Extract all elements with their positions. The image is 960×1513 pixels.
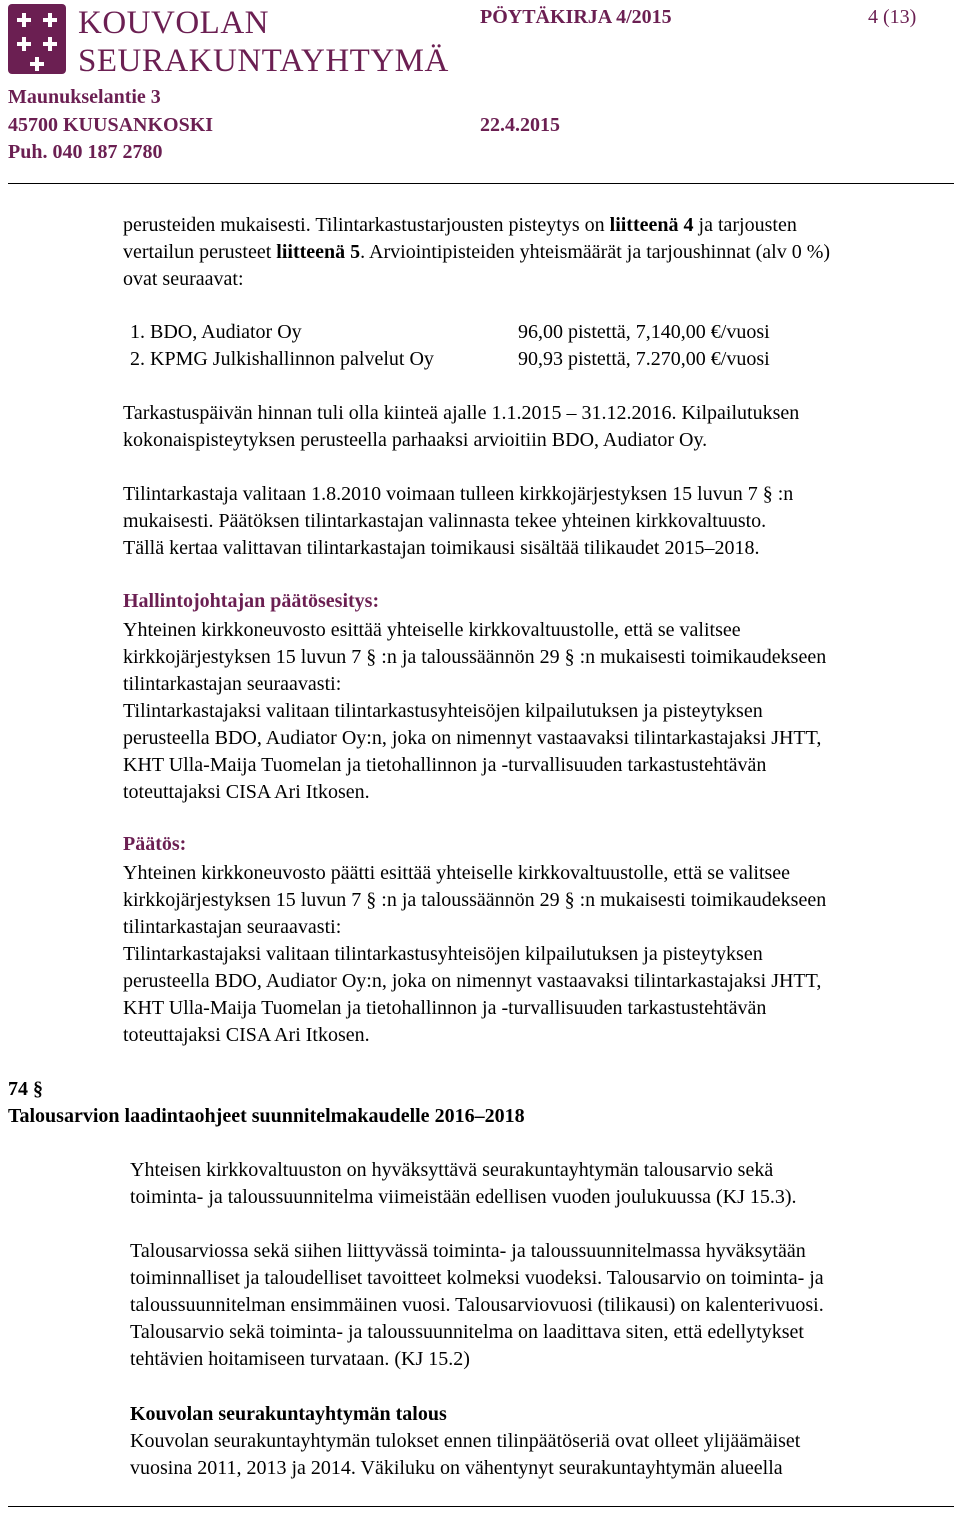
document-title: PÖYTÄKIRJA 4/2015 [480, 6, 672, 28]
subheading: Kouvolan seurakuntayhtymän talous [130, 1403, 447, 1425]
org-name-line1: KOUVOLAN [78, 5, 269, 41]
paragraph-line: Kouvolan seurakuntayhtymän tulokset ennen tilinpäätöseriä ovat olleet ylijäämäiset [130, 1430, 801, 1452]
paragraph-line: toiminnalliset ja taloudelliset tavoitteet kolmeksi vuodeksi. Talousarvio on toiminta- ja [130, 1267, 824, 1289]
paragraph-line: perusteiden mukaisesti. Tilintarkastustarjousten pisteytys on liitteenä 4 ja tarjousten [123, 214, 797, 236]
paragraph-line: vuosina 2011, 2013 ja 2014. Väkiluku on vähentynyt seurakuntayhtymän alueella [130, 1457, 783, 1479]
offer-points: 96,00 pistettä, 7,140,00 €/vuosi [518, 321, 770, 343]
decision-line: kirkkojärjestyksen 15 luvun 7 § :n ja taloussäännön 29 § :n mukaisesti toimikaudekseen [123, 889, 827, 911]
proposal-line: Tilintarkastajaksi valitaan tilintarkastusyhteisöjen kilpailutuksen ja pisteytyksen [123, 700, 763, 722]
offer-name: 2. KPMG Julkishallinnon palvelut Oy [130, 348, 434, 370]
proposal-line: perusteella BDO, Audiator Oy:n, joka on nimennyt vastaavaksi tilintarkastajaksi JHTT, [123, 727, 822, 749]
page-number: 4 (13) [868, 6, 917, 28]
paragraph-line: toiminta- ja taloussuunnitelma viimeistään edellisen vuoden joulukuussa (KJ 15.3). [130, 1186, 797, 1208]
decision-line: toteuttajaksi CISA Ari Itkosen. [123, 1024, 370, 1046]
proposal-line: toteuttajaksi CISA Ari Itkosen. [123, 781, 370, 803]
paragraph-line: ovat seuraavat: [123, 268, 244, 290]
paragraph-line: mukaisesti. Päätöksen tilintarkastajan valinnasta tekee yhteinen kirkkovaltuusto. [123, 510, 767, 532]
proposal-line: KHT Ulla-Maija Tuomelan ja tietohallinnon ja -turvallisuuden tarkastustehtävän [123, 754, 767, 776]
address: Maunukselantie 3 [8, 86, 161, 108]
paragraph-line: taloussuunnitelman ensimmäinen vuosi. Talousarviovuosi (tilikausi) on kalenterivuosi. [130, 1294, 824, 1316]
phone: Puh. 040 187 2780 [8, 141, 163, 163]
paragraph-line: vertailun perusteet liitteenä 5. Arviointipisteiden yhteismäärät ja tarjoushinnat (alv 0 %) [123, 241, 831, 263]
proposal-line: Yhteinen kirkkoneuvosto esittää yhteiselle kirkkovaltuustolle, että se valitsee [123, 619, 741, 641]
paragraph-line: Talousarvio sekä toiminta- ja taloussuunnitelma on laadittava siten, että edellytykset [130, 1321, 804, 1343]
org-name-line2: SEURAKUNTAYHTYMÄ [78, 43, 449, 79]
proposal-line: tilintarkastajan seuraavasti: [123, 673, 342, 695]
paragraph-line: Talousarviossa sekä siihen liittyvässä toiminta- ja taloussuunnitelmassa hyväksytään [130, 1240, 806, 1262]
decision-line: Tilintarkastajaksi valitaan tilintarkastusyhteisöjen kilpailutuksen ja pisteytyksen [123, 943, 763, 965]
offer-points: 90,93 pistettä, 7.270,00 €/vuosi [518, 348, 770, 370]
decision-line: tilintarkastajan seuraavasti: [123, 916, 342, 938]
paragraph-line: Tarkastuspäivän hinnan tuli olla kiinteä ajalle 1.1.2015 – 31.12.2016. Kilpailutuksen [123, 402, 800, 424]
paragraph-line: kokonaispisteytyksen perusteella parhaaksi arvioitiin BDO, Audiator Oy. [123, 429, 708, 451]
paragraph-line: tehtävien hoitamiseen turvataan. (KJ 15.2) [130, 1348, 470, 1370]
logo-crosses [8, 4, 66, 74]
offer-name: 1. BDO, Audiator Oy [130, 321, 302, 343]
proposal-line: kirkkojärjestyksen 15 luvun 7 § :n ja taloussäännön 29 § :n mukaisesti toimikaudekseen [123, 646, 827, 668]
postal-address: 45700 KUUSANKOSKI [8, 114, 214, 136]
proposal-heading: Hallintojohtajan päätösesitys: [123, 590, 380, 612]
paragraph-line: Tällä kertaa valittavan tilintarkastajan toimikausi sisältää tilikaudet 2015–2018. [123, 537, 760, 559]
paragraph-line: Yhteisen kirkkovaltuuston on hyväksyttävä seurakuntayhtymän talousarvio sekä [130, 1159, 774, 1181]
document-date: 22.4.2015 [480, 114, 560, 136]
decision-line: KHT Ulla-Maija Tuomelan ja tietohallinnon ja -turvallisuuden tarkastustehtävän [123, 997, 767, 1019]
section-title: Talousarvion laadintaohjeet suunnitelmakaudelle 2016–2018 [8, 1105, 525, 1127]
section-number: 74 § [8, 1078, 43, 1100]
decision-line: Yhteinen kirkkoneuvosto päätti esittää yhteiselle kirkkovaltuustolle, että se valitsee [123, 862, 791, 884]
decision-heading: Päätös: [123, 833, 187, 855]
paragraph-line: Tilintarkastaja valitaan 1.8.2010 voimaan tulleen kirkkojärjestyksen 15 luvun 7 § :n [123, 483, 794, 505]
header-divider [8, 183, 954, 184]
decision-line: perusteella BDO, Audiator Oy:n, joka on nimennyt vastaavaksi tilintarkastajaksi JHTT, [123, 970, 822, 992]
footer-divider [8, 1506, 954, 1507]
